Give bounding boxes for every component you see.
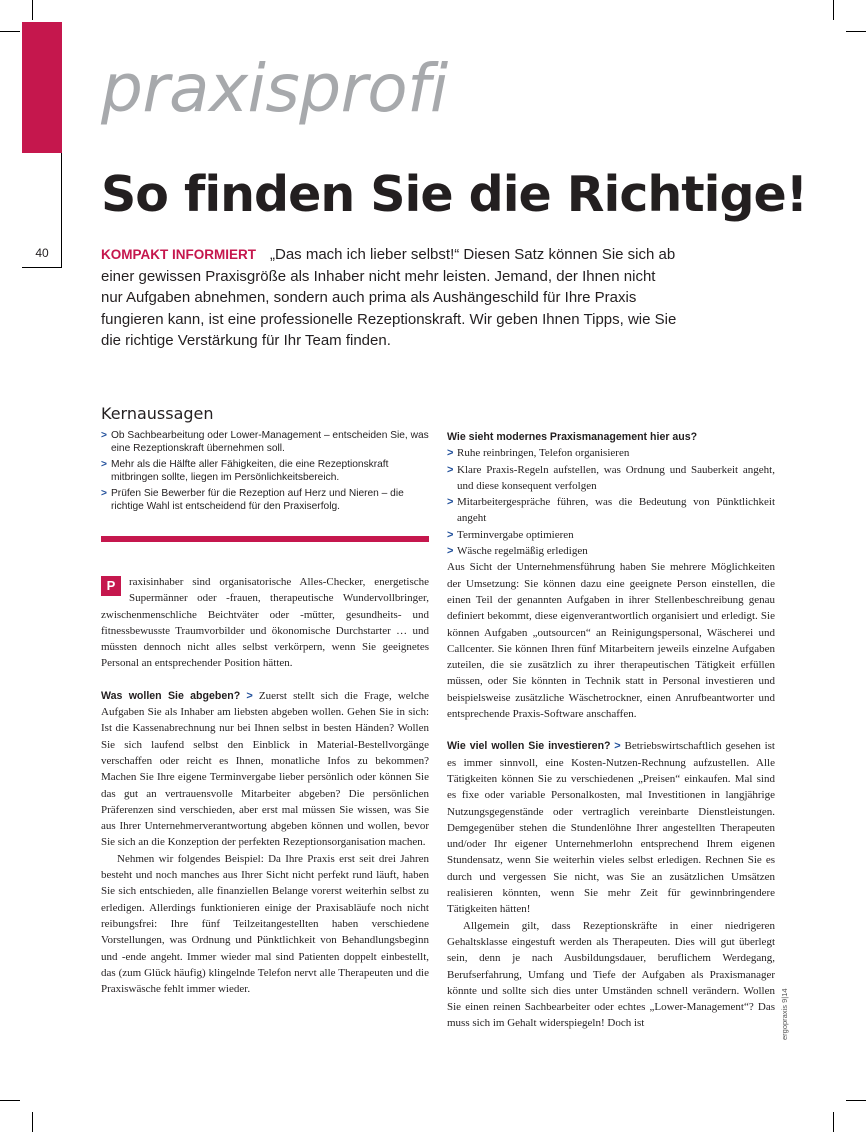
margin-rule — [61, 153, 62, 268]
lead-text: „Das mach ich lieber selbst!“ Diesen Satz können Sie sich ab einer gewissen Praxisgröße als Inhaber nicht mehr leisten. Jemand, der Ihnen nicht nur Aufgaben abnehmen, sondern auch prima als Aushängeschild für Ihre Praxis fungieren kann, ist eine professionelle Rezeptionskraft. Wir geben Ihnen Tipps, wie Sie die richtige Verstärkung für Ihr Team finden. — [101, 246, 677, 350]
bullet-list — [447, 445, 775, 559]
arrow-icon: > — [101, 430, 107, 441]
key-point: > Prüfen Sie Bewerber für die Rezeption auf Herz und Nieren – die richtige Wahl ist entscheidend für den Praxiserfolg. — [101, 488, 404, 512]
key-point: > Ob Sachbearbeitung oder Lower-Management – entscheiden Sie, was eine Rezeptionskraft übernehmen soll. — [101, 430, 429, 454]
crop-mark — [0, 31, 20, 32]
crop-mark — [0, 1100, 20, 1101]
intro-paragraph: P raxisinhaber sind organisatorische Alles-Checker, energetische Supermänner oder -frauen, therapeutische Wundervollbringer, zwischenmenschliche Beichtväter oder -mütter, gesundheits- und fitnessbewusste Traumvorbilder und ökonomische Durchstarter … und müssten dennoch nicht alles selbst verkörpern, wenn Sie geeignetes Personal an entsprechender Position hätten. — [101, 576, 429, 670]
arrow-icon: > — [101, 488, 107, 500]
list-item: > Wäsche regelmäßig erledigen — [447, 543, 775, 559]
crop-mark — [833, 1112, 834, 1132]
crop-mark — [32, 0, 33, 20]
arrow-icon: > — [447, 496, 454, 509]
list-item: > Klare Praxis-Regeln aufstellen, was Ordnung und Sauberkeit angeht, und diese konsequent verfolgen — [447, 463, 775, 492]
crop-mark — [32, 1112, 33, 1132]
arrow-icon: > — [447, 447, 454, 460]
arrow-icon: > — [447, 463, 454, 476]
list-item: > Ruhe reinbringen, Telefon organisieren — [447, 445, 775, 461]
key-points-title: Kernaussagen — [101, 404, 214, 423]
arrow-icon: > — [246, 689, 253, 702]
article-headline: So finden Sie die Richtige! — [101, 166, 808, 223]
subheading: Wie sieht modernes Praxismanagement hier aus? — [447, 431, 698, 443]
drop-cap: P — [101, 576, 121, 596]
body-column-right — [447, 429, 775, 1032]
journal-reference: ergopraxis 9|14 — [780, 988, 789, 1040]
arrow-icon: > — [101, 459, 107, 471]
lead-paragraph — [101, 244, 681, 352]
body-paragraph: Nehmen wir folgendes Beispiel: Da Ihre Praxis erst seit drei Jahren besteht und noch manches aus Ihrer Sicht nicht perfekt rund läuft, haben Sie sich entschieden, alle finanziellen Belange vorerst weiterhin selbst zu erledigen. Allerdings funktionieren einige der Praxisabläufe noch nicht reibungsfrei: Ihre fünf Teilzeitangestellten haben verschiedene Vorstellungen, was Ordnung und Pünktlichkeit von Behandlungsbeginn und -ende angeht. Immer wieder mal sind Patienten doppelt einbestellt, das (zum Glück häufig) klingelnde Telefon nervt alle Therapeuten und die Praxiswäsche fehlt immer wieder. — [101, 852, 429, 996]
body-paragraph: Wie viel wollen Sie investieren? > Betriebswirtschaftlich gesehen ist es immer sinnvoll, eine Kosten-Nutzen-Rechnung aufzustellen. Alle Tätigkeiten können Sie zu verschiedenen „Preisen“ einkaufen. Mal sind es fixe oder variable Personalkosten, mal Investitionen in langjährige Nutzungsgegenstände oder vertraglich vereinbarte Dienstleistungen. Demgegenüber stehen die Stundenlöhne Ihrer angestellten Therapeuten und/oder Ihr eigener Unternehmerlohn entsprechend Ihrem eigenen Stundensatz, wenn Sie weiterhin vieles selbst erledigen. Rechnen Sie es durch und vergessen Sie nicht, was Sie an zusätzlichen Umsätzen realisieren könnten, wenn Sie mehr Zeit für gewinnbringendere Tätigkeiten hätten! — [447, 740, 775, 916]
crop-mark — [833, 0, 834, 20]
lead-kicker: KOMPAKT INFORMIERT — [101, 247, 256, 262]
section-title: praxisprofi — [101, 50, 448, 127]
crop-mark — [846, 1100, 866, 1101]
body-paragraph: Allgemein gilt, dass Rezeptionskräfte in einer niedrigeren Gehaltsklasse eingestuft werden als Therapeuten. Dies will gut überlegt sein, denn je nach Ausbildungsdauer, beruflichem Werdegang, Berufserfahrung, Umfang und Tiefe der Aufgaben als Praxismanager könnte und sollte sich dies unter Umständen schnell verändern. Wollen Sie einen reinen Sachbearbeiter oder echtes „Lower-Management“? Das muss sich im Gehalt widerspiegeln! Doch ist — [447, 919, 775, 1030]
page-number: 40 — [35, 246, 49, 260]
key-point: > Mehr als die Hälfte aller Fähigkeiten, die eine Rezeptionskraft mitbringen sollte, liegen im Persönlichkeitsbereich. — [101, 459, 389, 483]
body-paragraph: Was wollen Sie abgeben? > Zuerst stellt sich die Frage, welche Aufgaben Sie als Inhaber am liebsten abgeben wollen. Gehen Sie in sich: Ist die Kassenabrechnung nur bei Ihnen selbst in besten Händen? Wollen Sie sich laufend selbst den Einblick in Material-Bestellvorgänge verschaffen oder reicht es Ihnen, monatliche Infos zu bekommen? Machen Sie Ihre eigene Terminvergabe lieber persönlich oder können Sie das gut an vertrauensvolle Mitarbeiter abgeben? Die persönlichen Präferenzen sind verschieden, aber erst mal müssen Sie wissen, was Sie aus Ihrer Unternehmerverantwortung abgeben können und wollen, bevor Sie sich an die Konzeption der perfekten Rezeptionsorganisation machen. — [101, 689, 429, 849]
page-number-rule — [22, 267, 62, 268]
arrow-icon: > — [447, 528, 454, 541]
list-item: > Terminvergabe optimieren — [447, 527, 775, 543]
body-paragraph: Aus Sicht der Unternehmensführung haben Sie mehrere Möglichkeiten der Umsetzung: Sie können dazu eine geeignete Person einstellen, die einen Teil der genannten Aufgaben in ihrer Stellenbeschreibung genau definiert bekommt, diese eigenverantwortlich organisiert und erledigt. Sie können Aufgaben „outsourcen“ an Reinigungspersonal, Wäscherei und Callcenter. Sie können Ihren fünf Mitarbeitern jeweils einzelne Aufgaben zuteilen, die sie zusätzlich zu ihrer therapeutischen Tätigkeit erfüllen müssen, oder Sie könnten in Technik statt in Personal investieren und beispielsweise zusätzliche Wäschetrockner, einen Anrufbeantworter und entsprechende Praxis-Software anschaffen. — [447, 561, 775, 721]
arrow-icon: > — [614, 740, 621, 753]
crop-mark — [846, 31, 866, 32]
key-points-list — [101, 430, 431, 518]
subheading: Wie viel wollen Sie investieren? — [447, 740, 611, 753]
list-item: > Mitarbeitergespräche führen, was die Bedeutung von Pünktlichkeit angeht — [447, 496, 775, 525]
body-column-left — [101, 574, 429, 997]
accent-rule — [101, 536, 429, 542]
arrow-icon: > — [447, 545, 454, 558]
subheading: Was wollen Sie abgeben? — [101, 689, 241, 702]
section-color-bar — [22, 22, 62, 153]
